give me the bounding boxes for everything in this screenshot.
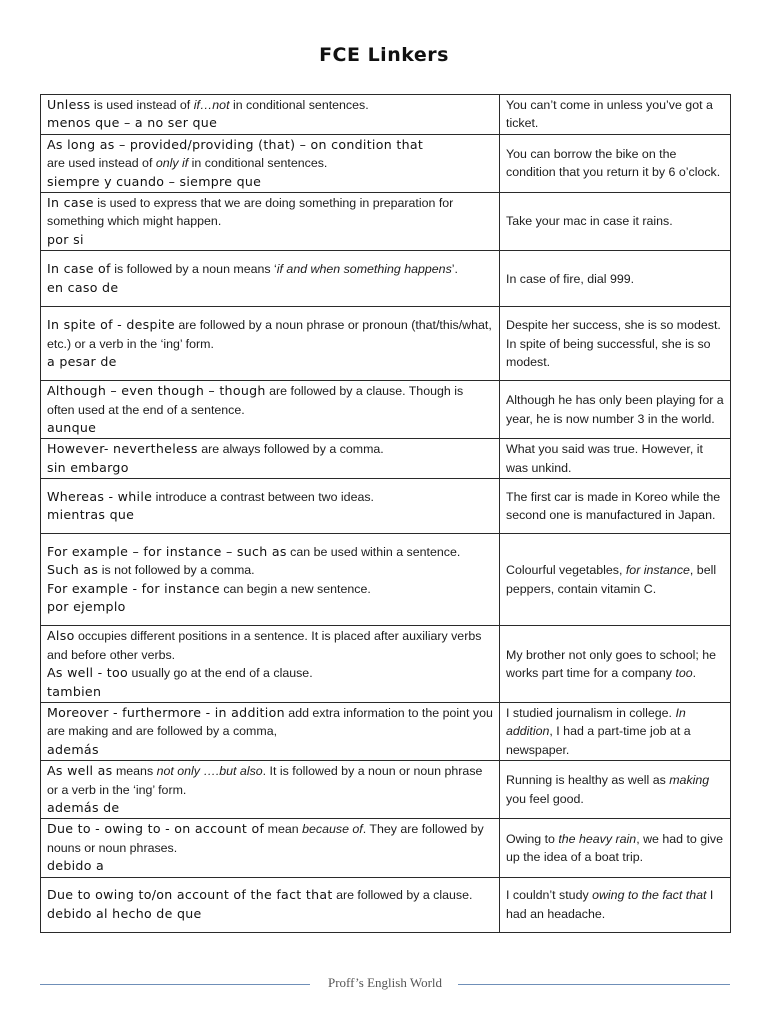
example-cell [500, 761, 731, 819]
example-cell [500, 307, 731, 381]
text-segment: . It is followed by a noun or noun phrase or a verb in the ‘ing’ form. [47, 764, 483, 797]
example-line [506, 646, 724, 683]
description-line [47, 231, 493, 249]
example-line [506, 830, 724, 867]
example-line [506, 771, 724, 808]
example-line [506, 440, 724, 477]
italic-phrase: In addition [506, 705, 686, 739]
example-cell [500, 702, 731, 760]
italic-phrase: if and when something happens [276, 262, 452, 277]
description-line [47, 382, 493, 419]
text-segment: is followed by a noun means ‘ [110, 262, 277, 277]
linker-description-cell [41, 534, 500, 626]
description-line [47, 459, 493, 477]
table-row [41, 479, 731, 534]
linker-keyword: Unless [47, 97, 91, 112]
spanish-translation: además [47, 741, 99, 757]
text-segment: , I had a part-time job at a newspaper. [506, 724, 691, 757]
linker-keyword: In spite of - despite [47, 317, 175, 333]
spanish-translation: aunque [47, 420, 97, 436]
text-segment: you feel good. [506, 791, 584, 806]
spanish-translation: siempre y cuando – siempre que [47, 173, 262, 189]
description-line [47, 543, 493, 561]
example-line [506, 270, 724, 288]
table-row [41, 95, 731, 135]
description-line [47, 194, 493, 231]
table-row [41, 134, 731, 192]
example-cell [500, 626, 731, 703]
text-segment: can begin a new sentence. [219, 581, 371, 596]
text-segment: Despite her success, she is so modest. [506, 318, 721, 333]
italic-phrase: too [675, 666, 693, 681]
example-cell [500, 381, 731, 439]
table-row [41, 819, 731, 877]
linkers-table-body [41, 95, 731, 933]
description-line [47, 506, 493, 524]
table-row [41, 626, 731, 703]
text-segment: . [692, 666, 697, 681]
spanish-translation: además de [47, 799, 120, 815]
linker-description-cell [41, 479, 500, 534]
description-line [47, 762, 493, 799]
text-segment: Owing to [506, 831, 559, 846]
text-segment: means [112, 764, 157, 779]
linker-description-cell [41, 307, 500, 381]
table-row [41, 702, 731, 760]
text-segment: ’. [451, 262, 458, 277]
description-line [47, 886, 493, 904]
example-line [506, 316, 724, 334]
text-segment: In case of fire, dial 999. [506, 271, 635, 286]
spanish-translation: tambien [47, 683, 102, 699]
text-segment: are used instead of [47, 156, 156, 171]
linker-description-cell [41, 95, 500, 135]
linker-keyword: Due to owing to/on account of the fact that [47, 887, 333, 903]
description-line [47, 664, 493, 682]
italic-phrase: making [669, 773, 710, 788]
text-segment: , bell peppers, contain vitamin C. [506, 563, 717, 596]
example-cell [500, 439, 731, 479]
footer-rule-right [458, 984, 730, 985]
table-row [41, 381, 731, 439]
description-line [47, 114, 493, 132]
text-segment: I had an headache. [506, 888, 714, 921]
description-line [47, 136, 493, 154]
table-row [41, 251, 731, 307]
description-line [47, 260, 493, 278]
text-segment: , we had to give up the idea of a boat trip. [506, 831, 723, 864]
italic-phrase: because of [302, 822, 363, 837]
description-line [47, 154, 493, 172]
linker-description-cell [41, 877, 500, 932]
text-segment: My brother not only goes to school; he works part time for a company [506, 647, 717, 681]
example-line [506, 704, 724, 759]
example-cell [500, 479, 731, 534]
description-line [47, 580, 493, 598]
description-line [47, 799, 493, 817]
linker-keyword: As well - too [47, 665, 129, 681]
example-cell [500, 193, 731, 251]
text-segment: add extra information to the point you are making and are followed by a comma, [47, 705, 493, 739]
text-segment: The first car is made in Koreo while the second one is manufactured in Japan. [506, 489, 721, 523]
linker-description-cell [41, 819, 500, 877]
linker-description-cell [41, 251, 500, 307]
text-segment: introduce a contrast between two ideas. [152, 489, 374, 504]
linker-keyword: For example – for instance – such as [47, 543, 287, 559]
text-segment: usually go at the end of a clause. [128, 666, 313, 681]
description-line [47, 820, 493, 857]
linker-keyword: Whereas - while [47, 488, 153, 504]
description-line [47, 598, 493, 616]
table-row [41, 439, 731, 479]
linkers-table [40, 94, 731, 933]
table-row [41, 877, 731, 932]
spanish-translation: mientras que [47, 507, 135, 523]
description-line [47, 353, 493, 371]
text-segment: are always followed by a comma. [197, 442, 384, 457]
description-line [47, 683, 493, 701]
description-line [47, 488, 493, 506]
text-segment: Colourful vegetables, [506, 563, 626, 578]
description-line [47, 627, 493, 664]
text-segment: What you said was true. However, it was unkind. [506, 442, 703, 475]
italic-phrase: for instance [625, 563, 690, 578]
spanish-translation: debido a [47, 858, 105, 874]
text-segment: in conditional sentences. [188, 156, 328, 171]
example-line [506, 886, 724, 923]
text-segment: You can borrow the bike on the condition that you return it by 6 o’clock. [506, 147, 721, 180]
linker-keyword: Due to - owing to - on account of [47, 821, 265, 837]
example-line [506, 391, 724, 428]
text-segment: I couldn’t study [506, 888, 593, 903]
linker-description-cell [41, 761, 500, 819]
spanish-translation: en caso de [47, 279, 119, 295]
text-segment: Take your mac in case it rains. [506, 214, 673, 229]
description-line [47, 316, 493, 353]
example-cell [500, 819, 731, 877]
linker-keyword: Also [47, 628, 75, 644]
example-line [506, 96, 724, 133]
example-cell [500, 877, 731, 932]
description-line [47, 96, 493, 114]
text-segment: mean [264, 822, 303, 837]
text-segment: are followed by a clause. Though is often used at the end of a sentence. [47, 384, 464, 417]
spanish-translation: menos que – a no ser que [47, 115, 218, 131]
example-cell [500, 534, 731, 626]
linker-keyword: Moreover - furthermore - in addition [47, 704, 285, 720]
italic-phrase: not only ….but also [156, 764, 263, 779]
description-line [47, 704, 493, 741]
text-segment: I studied journalism in college. [506, 705, 676, 720]
text-segment: in conditional sentences. [229, 98, 369, 112]
text-segment: are followed by a clause. [332, 888, 473, 903]
description-line [47, 440, 493, 458]
italic-phrase: the heavy rain [558, 831, 637, 846]
description-line [47, 905, 493, 923]
spanish-translation: a pesar de [47, 353, 117, 369]
text-segment: is used to express that we are doing something in preparation for something which might happen. [47, 196, 454, 229]
italic-phrase: owing to the fact that [592, 888, 707, 903]
table-row [41, 534, 731, 626]
italic-phrase: if…not [193, 98, 230, 112]
example-line [506, 335, 724, 372]
text-segment: In spite of being successful, she is so modest. [506, 336, 711, 369]
description-line [47, 279, 493, 297]
linker-keyword: As well as [47, 763, 113, 779]
linker-keyword: Although – even though – though [47, 383, 266, 399]
linker-keyword: In case [47, 195, 94, 211]
text-segment: . They are followed by nouns or noun phrases. [47, 822, 484, 855]
spanish-translation: sin embargo [47, 459, 129, 475]
text-segment: occupies different positions in a sentence. It is placed after auxiliary verbs and before other verbs. [47, 629, 482, 662]
table-row [41, 761, 731, 819]
text-segment: are followed by a noun phrase or pronoun (that/this/what, etc.) or a verb in the ‘ing’ form. [47, 318, 492, 351]
linker-description-cell [41, 193, 500, 251]
spanish-translation: debido al hecho de que [47, 905, 202, 921]
example-line [506, 145, 724, 182]
description-line [47, 419, 493, 437]
spanish-translation: por si [47, 231, 84, 247]
spanish-translation: por ejemplo [47, 599, 126, 615]
linker-description-cell [41, 134, 500, 192]
text-segment: can be used within a sentence. [286, 544, 461, 559]
linker-keyword: In case of [47, 261, 111, 277]
linker-keyword: However- nevertheless [47, 441, 198, 457]
example-line [506, 561, 724, 598]
linker-description-cell [41, 439, 500, 479]
italic-phrase: only if [155, 156, 189, 171]
linker-description-cell [41, 381, 500, 439]
linker-keyword: For example - for instance [47, 580, 220, 596]
table-row [41, 307, 731, 381]
description-line [47, 173, 493, 191]
text-segment: is not followed by a comma. [98, 563, 255, 578]
description-line [47, 561, 493, 579]
page-title: FCE Linkers [319, 44, 449, 66]
example-cell [500, 134, 731, 192]
linker-keyword: As long as – provided/providing (that) – on condition that [47, 136, 424, 152]
text-segment: is used instead of [90, 98, 194, 112]
table-row [41, 193, 731, 251]
text-segment: Although he has only been playing for a year, he is now number 3 in the world. [506, 393, 724, 426]
text-segment: Running is healthy as well as [506, 773, 670, 788]
example-cell [500, 95, 731, 135]
text-segment: You can’t come in unless you’ve got a ticket. [506, 98, 713, 131]
description-line [47, 857, 493, 875]
footer [40, 974, 730, 994]
example-line [506, 488, 724, 525]
example-line [506, 212, 724, 230]
description-line [47, 741, 493, 759]
example-cell [500, 251, 731, 307]
linker-description-cell [41, 702, 500, 760]
linker-keyword: Such as [47, 562, 99, 578]
footer-text: Proff’s English World [327, 975, 443, 990]
linker-description-cell [41, 626, 500, 703]
